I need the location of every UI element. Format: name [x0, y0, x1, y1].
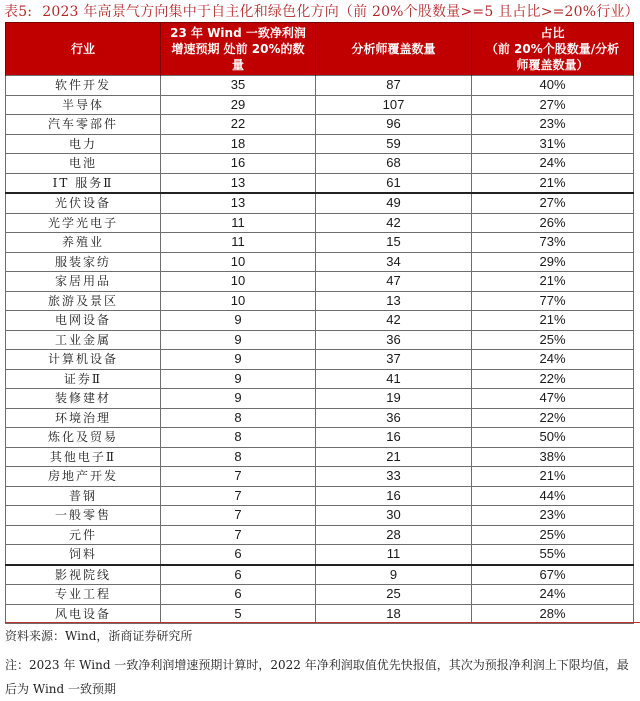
top20-count-cell: 13 — [161, 173, 316, 193]
table-row — [6, 585, 634, 605]
ratio-cell: 73% — [472, 233, 634, 253]
industry-cell: 其他电子Ⅱ — [6, 447, 161, 467]
header-line: 师覆盖数量） — [516, 58, 589, 72]
ratio-cell: 27% — [472, 193, 634, 213]
table-row — [6, 428, 634, 448]
table-body — [6, 76, 634, 624]
ratio-cell: 40% — [472, 76, 634, 96]
industry-cell: IT 服务Ⅱ — [6, 173, 161, 193]
analyst-coverage-cell: 41 — [316, 369, 472, 389]
ratio-cell: 25% — [472, 330, 634, 350]
top20-count-cell: 11 — [161, 233, 316, 253]
top20-count-cell: 6 — [161, 585, 316, 605]
analyst-coverage-cell: 36 — [316, 330, 472, 350]
table-row — [6, 95, 634, 115]
top20-count-cell: 10 — [161, 272, 316, 292]
top20-count-cell: 18 — [161, 134, 316, 154]
footnote: 注：2023 年 Wind 一致净利润增速预期计算时，2022 年净利润取值优先快报值，其次为预报净利润上下限均值，最后为 Wind 一致预期 — [5, 658, 629, 696]
table-title: 2023 年高景气方向集中于自主化和绿色化方向（前 20%个股数量>=5 且占比>=20%行业） — [42, 4, 639, 20]
header-line: 分析师覆盖数量 — [351, 42, 436, 56]
header-analyst-coverage — [316, 23, 472, 76]
table-number-label: 表5: — [4, 4, 33, 20]
header-industry — [6, 23, 161, 76]
table-row — [6, 565, 634, 585]
analyst-coverage-cell: 9 — [316, 565, 472, 585]
table-row — [6, 525, 634, 545]
ratio-cell: 38% — [472, 447, 634, 467]
industry-cell: 普钢 — [6, 486, 161, 506]
analyst-coverage-cell: 61 — [316, 173, 472, 193]
table-row — [6, 604, 634, 624]
table-row — [6, 154, 634, 174]
table-row — [6, 134, 634, 154]
top20-count-cell: 7 — [161, 486, 316, 506]
industry-cell: 电力 — [6, 134, 161, 154]
table-row — [6, 311, 634, 331]
industry-cell: 汽车零部件 — [6, 115, 161, 135]
industry-cell: 工业金属 — [6, 330, 161, 350]
ratio-cell: 21% — [472, 272, 634, 292]
top20-count-cell: 6 — [161, 565, 316, 585]
analyst-coverage-cell: 34 — [316, 252, 472, 272]
table-row — [6, 447, 634, 467]
table-row — [6, 545, 634, 565]
ratio-cell: 28% — [472, 604, 634, 624]
table-row — [6, 115, 634, 135]
analyst-coverage-cell: 42 — [316, 213, 472, 233]
top20-count-cell: 11 — [161, 213, 316, 233]
table-row — [6, 389, 634, 409]
analyst-coverage-cell: 37 — [316, 350, 472, 370]
top20-count-cell: 10 — [161, 252, 316, 272]
analyst-coverage-cell: 28 — [316, 525, 472, 545]
table-row — [6, 173, 634, 193]
ratio-cell: 47% — [472, 389, 634, 409]
table-row — [6, 291, 634, 311]
top20-count-cell: 5 — [161, 604, 316, 624]
top20-count-cell: 10 — [161, 291, 316, 311]
ratio-cell: 25% — [472, 525, 634, 545]
industry-cell: 半导体 — [6, 95, 161, 115]
ratio-cell: 77% — [472, 291, 634, 311]
industry-cell: 专业工程 — [6, 585, 161, 605]
industry-cell: 养殖业 — [6, 233, 161, 253]
analyst-coverage-cell: 59 — [316, 134, 472, 154]
header-top20-count — [161, 23, 316, 76]
table-row — [6, 330, 634, 350]
top20-count-cell: 8 — [161, 428, 316, 448]
industry-cell: 光伏设备 — [6, 193, 161, 213]
top20-count-cell: 7 — [161, 467, 316, 487]
ratio-cell: 21% — [472, 311, 634, 331]
top20-count-cell: 13 — [161, 193, 316, 213]
top20-count-cell: 8 — [161, 408, 316, 428]
industry-table — [5, 22, 634, 624]
table-row — [6, 252, 634, 272]
analyst-coverage-cell: 47 — [316, 272, 472, 292]
ratio-cell: 21% — [472, 467, 634, 487]
industry-cell: 服装家纺 — [6, 252, 161, 272]
industry-cell: 证券Ⅱ — [6, 369, 161, 389]
ratio-cell: 23% — [472, 115, 634, 135]
table-row — [6, 272, 634, 292]
industry-cell: 一般零售 — [6, 506, 161, 526]
industry-cell: 装修建材 — [6, 389, 161, 409]
header-row — [6, 23, 634, 76]
table-row — [6, 369, 634, 389]
industry-cell: 风电设备 — [6, 604, 161, 624]
ratio-cell: 67% — [472, 565, 634, 585]
top20-count-cell: 35 — [161, 76, 316, 96]
ratio-cell: 27% — [472, 95, 634, 115]
header-ratio — [472, 23, 634, 76]
analyst-coverage-cell: 49 — [316, 193, 472, 213]
analyst-coverage-cell: 16 — [316, 486, 472, 506]
analyst-coverage-cell: 33 — [316, 467, 472, 487]
industry-cell: 电网设备 — [6, 311, 161, 331]
industry-cell: 元件 — [6, 525, 161, 545]
table-row — [6, 467, 634, 487]
header-line: 增速预期 处前 20%的数 — [171, 42, 305, 56]
ratio-cell: 55% — [472, 545, 634, 565]
analyst-coverage-cell: 68 — [316, 154, 472, 174]
industry-cell: 光学光电子 — [6, 213, 161, 233]
analyst-coverage-cell: 16 — [316, 428, 472, 448]
table-row — [6, 213, 634, 233]
top20-count-cell: 7 — [161, 525, 316, 545]
industry-cell: 家居用品 — [6, 272, 161, 292]
ratio-cell: 24% — [472, 350, 634, 370]
industry-cell: 软件开发 — [6, 76, 161, 96]
ratio-cell: 31% — [472, 134, 634, 154]
ratio-cell: 24% — [472, 585, 634, 605]
analyst-coverage-cell: 11 — [316, 545, 472, 565]
table-row — [6, 408, 634, 428]
top20-count-cell: 9 — [161, 369, 316, 389]
industry-cell: 旅游及景区 — [6, 291, 161, 311]
top20-count-cell: 22 — [161, 115, 316, 135]
top20-count-cell: 7 — [161, 506, 316, 526]
top20-count-cell: 9 — [161, 330, 316, 350]
table-row — [6, 350, 634, 370]
header-line: 量 — [231, 58, 244, 72]
ratio-cell: 44% — [472, 486, 634, 506]
ratio-cell: 22% — [472, 408, 634, 428]
analyst-coverage-cell: 42 — [316, 311, 472, 331]
ratio-cell: 24% — [472, 154, 634, 174]
analyst-coverage-cell: 15 — [316, 233, 472, 253]
table-row — [6, 193, 634, 213]
ratio-cell: 26% — [472, 213, 634, 233]
analyst-coverage-cell: 107 — [316, 95, 472, 115]
header-line: 占比 — [540, 26, 565, 40]
ratio-cell: 29% — [472, 252, 634, 272]
analyst-coverage-cell: 21 — [316, 447, 472, 467]
industry-cell: 电池 — [6, 154, 161, 174]
top20-count-cell: 29 — [161, 95, 316, 115]
table-row — [6, 233, 634, 253]
industry-cell: 饲料 — [6, 545, 161, 565]
industry-cell: 炼化及贸易 — [6, 428, 161, 448]
header-line: 23 年 Wind 一致净利润 — [170, 26, 306, 40]
top20-count-cell: 16 — [161, 154, 316, 174]
top20-count-cell: 8 — [161, 447, 316, 467]
table-row — [6, 76, 634, 96]
industry-cell: 影视院线 — [6, 565, 161, 585]
ratio-cell: 22% — [472, 369, 634, 389]
analyst-coverage-cell: 30 — [316, 506, 472, 526]
analyst-coverage-cell: 96 — [316, 115, 472, 135]
header-line: 行业 — [70, 42, 95, 56]
ratio-cell: 21% — [472, 173, 634, 193]
source-note: 资料来源：Wind，浙商证券研究所 — [5, 629, 193, 643]
table-row — [6, 486, 634, 506]
analyst-coverage-cell: 13 — [316, 291, 472, 311]
industry-cell: 计算机设备 — [6, 350, 161, 370]
bottom-rule-divider — [5, 622, 640, 623]
top20-count-cell: 9 — [161, 350, 316, 370]
analyst-coverage-cell: 19 — [316, 389, 472, 409]
analyst-coverage-cell: 25 — [316, 585, 472, 605]
top20-count-cell: 6 — [161, 545, 316, 565]
table-row — [6, 506, 634, 526]
industry-cell: 环境治理 — [6, 408, 161, 428]
analyst-coverage-cell: 18 — [316, 604, 472, 624]
ratio-cell: 23% — [472, 506, 634, 526]
industry-cell: 房地产开发 — [6, 467, 161, 487]
analyst-coverage-cell: 87 — [316, 76, 472, 96]
table-caption — [4, 2, 640, 22]
top20-count-cell: 9 — [161, 389, 316, 409]
analyst-coverage-cell: 36 — [316, 408, 472, 428]
header-line: （前 20%个股数量/分析 — [485, 42, 620, 56]
top20-count-cell: 9 — [161, 311, 316, 331]
ratio-cell: 50% — [472, 428, 634, 448]
table-header — [6, 23, 634, 76]
